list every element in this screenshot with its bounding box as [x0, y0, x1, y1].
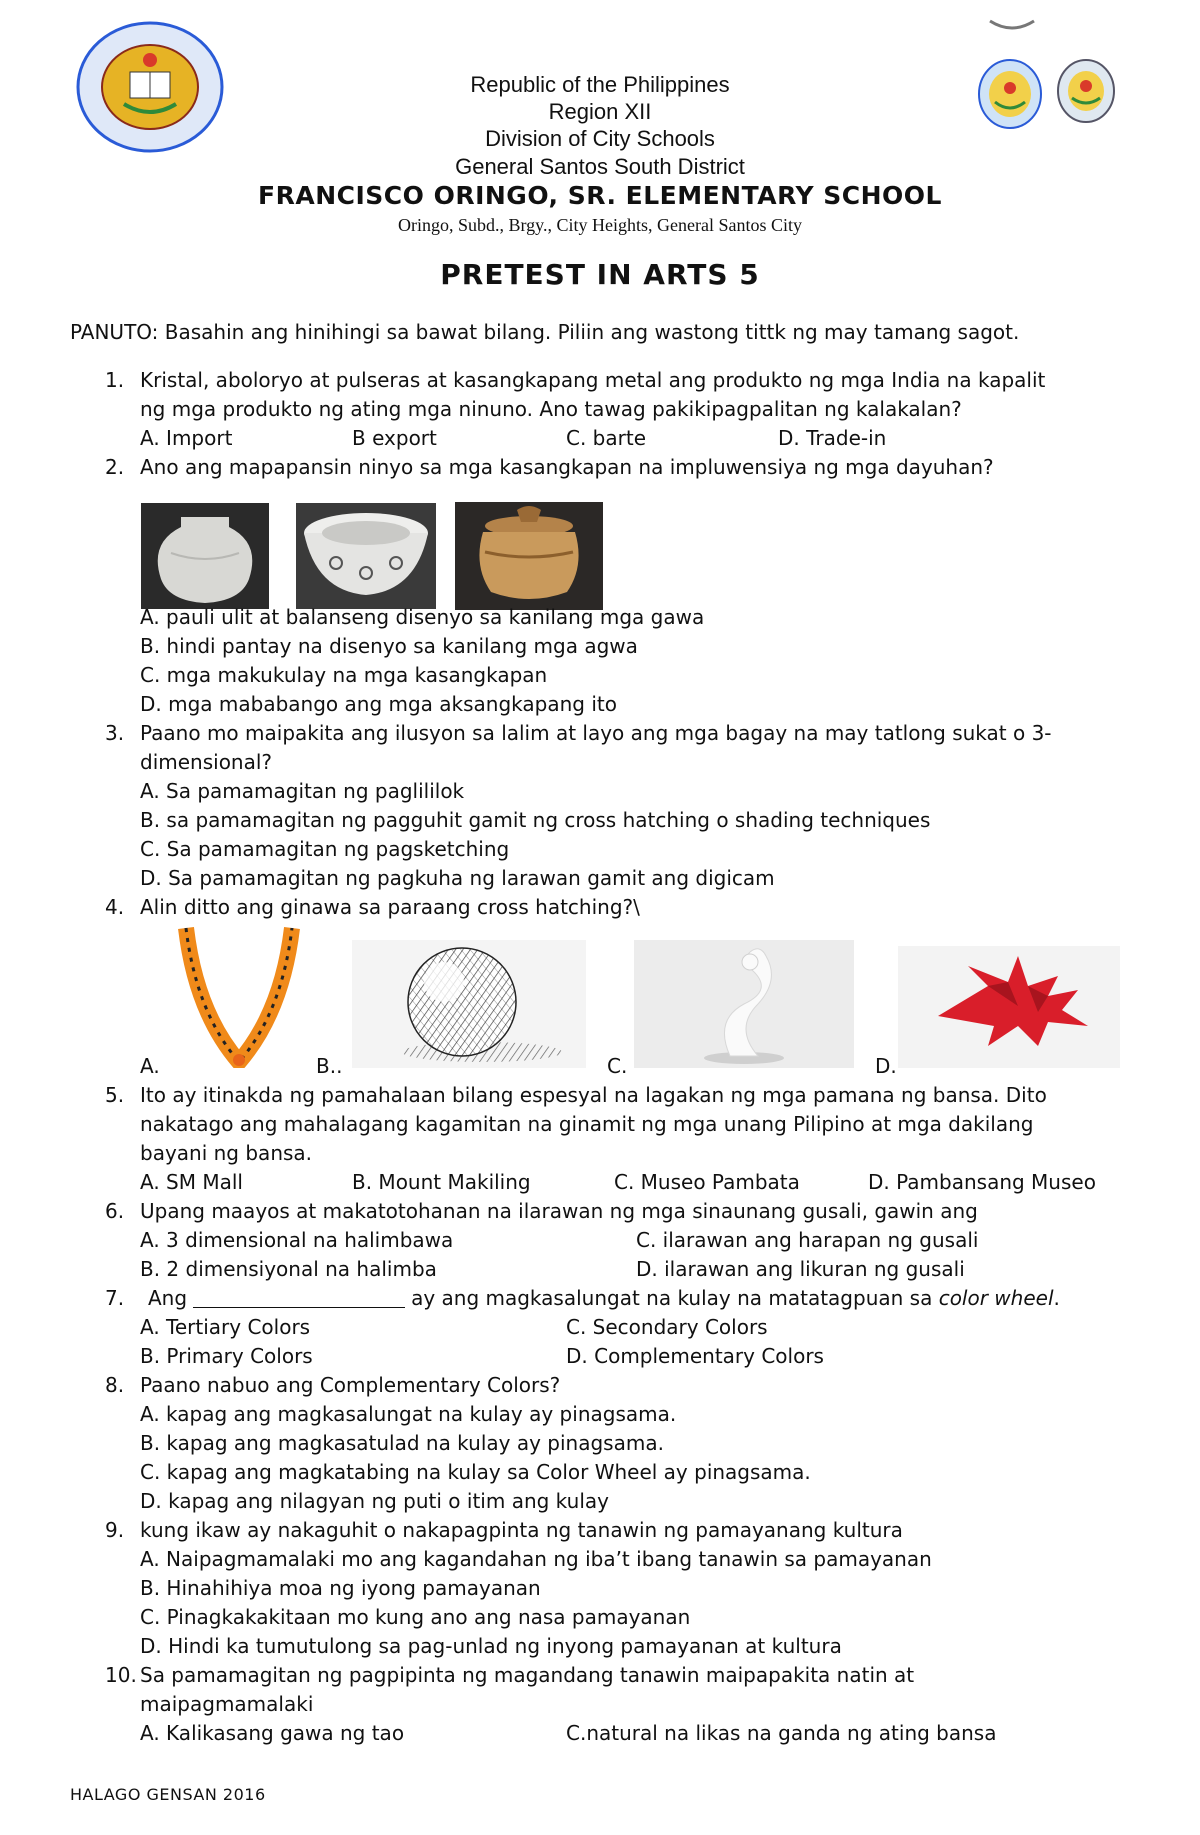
- q8-choice-d: D. kapag ang nilagyan ng puti o itim ang kulay: [140, 1489, 609, 1513]
- q5-text-line2: nakatago ang mahalagang kagamitan na ginamit ng mga unang Pilipino at mga dakilang: [140, 1112, 1034, 1136]
- header-region: Region XII: [548, 99, 652, 124]
- q1-text-line1: Kristal, aboloryo at pulseras at kasangkapang metal ang produkto ng mga India na kapalit: [140, 368, 1046, 392]
- q7-end: .: [1053, 1286, 1060, 1310]
- q10-choice-a: A. Kalikasang gawa ng tao: [140, 1721, 405, 1745]
- pottery-bowl-image: [296, 503, 436, 609]
- q5-choice-c: C. Museo Pambata: [614, 1170, 800, 1194]
- q3-number: 3.: [105, 721, 125, 745]
- q7-choice-b: B. Primary Colors: [140, 1344, 313, 1368]
- q8-text-line1: Paano nabuo ang Complementary Colors?: [140, 1373, 561, 1397]
- q3-text-line2: dimensional?: [140, 750, 273, 774]
- pottery-vase-image: [141, 503, 269, 609]
- q2-choice-b: B. hindi pantay na disenyo sa kanilang mga agwa: [140, 634, 638, 658]
- q9-choice-c: C. Pinagkakakitaan mo kung ano ang nasa pamayanan: [140, 1605, 691, 1629]
- q9-text-line1: kung ikaw ay nakaguhit o nakapagpinta ng tanawin ng pamayanang kultura: [140, 1518, 903, 1542]
- q2-text-line1: Ano ang mapapansin ninyo sa mga kasangkapan na impluwensiya ng mga dayuhan?: [140, 455, 994, 479]
- school-name: FRANCISCO ORINGO, SR. ELEMENTARY SCHOOL: [258, 181, 942, 210]
- q3-choice-a: A. Sa pamamagitan ng paglililok: [140, 779, 465, 803]
- q3-choice-b: B. sa pamamagitan ng pagguhit gamit ng cross hatching o shading techniques: [140, 808, 931, 832]
- cross-hatched-sphere-image: [352, 940, 586, 1068]
- q7-post: ay ang magkasalungat na kulay na matatagpuan sa: [411, 1286, 933, 1310]
- header-district: General Santos South District: [455, 154, 745, 179]
- q6-choice-a: A. 3 dimensional na halimbawa: [140, 1228, 454, 1252]
- q4-choice-d: D.: [875, 1054, 897, 1078]
- q5-choice-a: A. SM Mall: [140, 1170, 243, 1194]
- q4-choice-b: B..: [316, 1054, 343, 1078]
- q1-choice-c: C. barte: [566, 426, 646, 450]
- page-footer: HALAGO GENSAN 2016: [70, 1785, 266, 1804]
- q8-number: 8.: [105, 1373, 125, 1397]
- q4-choice-c: C.: [607, 1054, 628, 1078]
- q5-text-line1: Ito ay itinakda ng pamahalaan bilang espesyal na lagakan ng mga pamana ng bansa. Dito: [140, 1083, 1047, 1107]
- q6-number: 6.: [105, 1199, 125, 1223]
- q2-choice-d: D. mga mababango ang mga aksangkapang ito: [140, 692, 617, 716]
- q2-choice-a: A. pauli ulit at balanseng disenyo sa kanilang mga gawa: [140, 605, 705, 629]
- q8-choice-b: B. kapag ang magkasatulad na kulay ay pinagsama.: [140, 1431, 664, 1455]
- q10-choice-c: C.natural na likas na ganda ng ating bansa: [566, 1721, 997, 1745]
- q7-choice-d: D. Complementary Colors: [566, 1344, 824, 1368]
- header-republic: Republic of the Philippines: [470, 72, 730, 97]
- q7-italic-term: color wheel: [938, 1286, 1054, 1310]
- q4-choice-a: A.: [140, 1054, 160, 1078]
- q3-choice-c: C. Sa pamamagitan ng pagsketching: [140, 837, 510, 861]
- beaded-necklace-image: [176, 922, 302, 1068]
- q8-choice-a: A. kapag ang magkasalungat na kulay ay pinagsama.: [140, 1402, 677, 1426]
- q7-number: 7.: [105, 1286, 125, 1310]
- q5-number: 5.: [105, 1083, 125, 1107]
- deped-seal-top: [988, 18, 1036, 32]
- q7-answer-blank: [193, 1285, 405, 1308]
- q7-pre: Ang: [148, 1286, 188, 1310]
- q6-choice-b: B. 2 dimensiyonal na halimba: [140, 1257, 437, 1281]
- q4-text-line1: Alin ditto ang ginawa sa paraang cross hatching?\: [140, 895, 640, 919]
- q5-choice-b: B. Mount Makiling: [352, 1170, 531, 1194]
- paper-dragon-image: [898, 946, 1120, 1068]
- q4-number: 4.: [105, 895, 125, 919]
- q9-number: 9.: [105, 1518, 125, 1542]
- q5-text-line3: bayani ng bansa.: [140, 1141, 313, 1165]
- clay-jar-image: [455, 502, 603, 610]
- white-sculpture-image: [634, 940, 854, 1068]
- q10-text-line1: Sa pamamagitan ng pagpipinta ng magandang tanawin maipapakita natin at: [140, 1663, 915, 1687]
- q9-choice-b: B. Hinahihiya moa ng iyong pamayanan: [140, 1576, 541, 1600]
- q7-text-line1: [148, 1284, 1060, 1313]
- q1-choice-a: A. Import: [140, 426, 233, 450]
- q1-choice-b: B export: [352, 426, 437, 450]
- q1-choice-d: D. Trade-in: [778, 426, 887, 450]
- q6-choice-c: C. ilarawan ang harapan ng gusali: [636, 1228, 979, 1252]
- q6-text-line1: Upang maayos at makatotohanan na ilarawan ng mga sinaunang gusali, gawin ang: [140, 1199, 978, 1223]
- q10-number: 10.: [105, 1663, 137, 1687]
- q3-text-line1: Paano mo maipakita ang ilusyon sa lalim at layo ang mga bagay na may tatlong sukat o 3-: [140, 721, 1052, 745]
- q7-choice-a: A. Tertiary Colors: [140, 1315, 311, 1339]
- q9-choice-d: D. Hindi ka tumutulong sa pag-unlad ng inyong pamayanan at kultura: [140, 1634, 842, 1658]
- q2-choice-c: C. mga makukulay na mga kasangkapan: [140, 663, 548, 687]
- q2-number: 2.: [105, 455, 125, 479]
- header-division: Division of City Schools: [485, 126, 715, 151]
- q8-choice-c: C. kapag ang magkatabing na kulay sa Color Wheel ay pinagsama.: [140, 1460, 811, 1484]
- q1-number: 1.: [105, 368, 125, 392]
- q5-choice-d: D. Pambansang Museo: [868, 1170, 1096, 1194]
- q1-text-line2: ng mga produkto ng ating mga ninuno. Ano tawag pakikipagpalitan ng kalakalan?: [140, 397, 962, 421]
- q9-choice-a: A. Naipagmamalaki mo ang kagandahan ng iba’t ibang tanawin sa pamayanan: [140, 1547, 932, 1571]
- instructions: PANUTO: Basahin ang hinihingi sa bawat bilang. Piliin ang wastong tittk ng may tamang sagot.: [70, 320, 1020, 344]
- q7-choice-c: C. Secondary Colors: [566, 1315, 768, 1339]
- q3-choice-d: D. Sa pamamagitan ng pagkuha ng larawan gamit ang digicam: [140, 866, 775, 890]
- school-address: Oringo, Subd., Brgy., City Heights, General Santos City: [398, 215, 802, 235]
- q10-text-line2: maipagmamalaki: [140, 1692, 314, 1716]
- test-title: PRETEST IN ARTS 5: [440, 258, 760, 291]
- q6-choice-d: D. ilarawan ang likuran ng gusali: [636, 1257, 965, 1281]
